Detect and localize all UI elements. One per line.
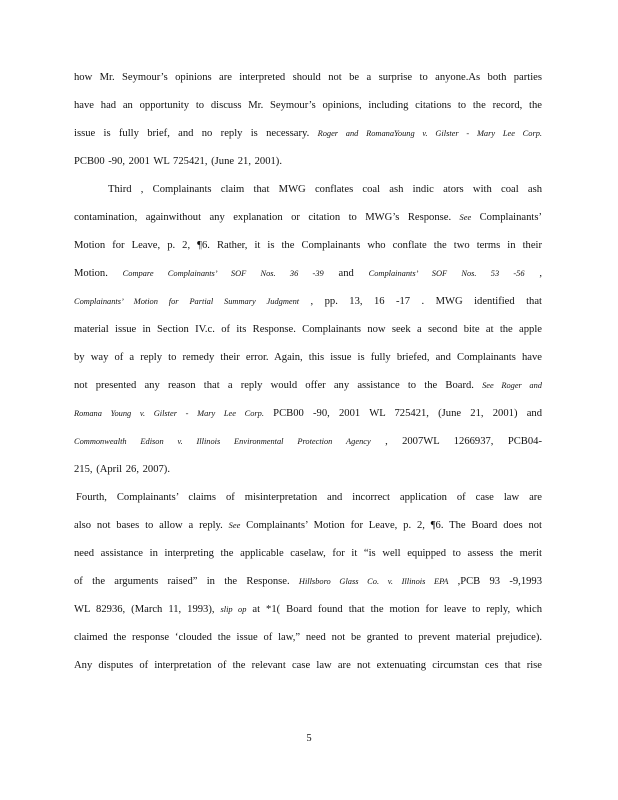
text-line (74, 324, 542, 336)
body-text-segment: at *1( Board found that the motion for leave to reply, which (246, 604, 542, 615)
citation-text: See (459, 213, 472, 222)
text-line (74, 408, 542, 420)
body-text-segment: Any disputes of interpretation of the relevant case law are not extenuating circumstan ces that rise (74, 660, 542, 671)
text-line (74, 548, 542, 560)
body-text-segment: Third , Complainants claim that MWG conflates coal ash indic ators with coal ash (108, 184, 542, 195)
body-text-segment: contamination, againwithout any explanation or citation to MWG’s Response. (74, 212, 460, 223)
body-text-segment: WL 82936, (March 11, 1993), (74, 604, 221, 615)
body-text-segment: not presented any reason that a reply would offer any assistance to the Board. (74, 380, 483, 391)
text-line (74, 72, 542, 84)
body-text-segment: by way of a reply to remedy their error. Again, this issue is fully briefed, and Complainants have (74, 352, 542, 363)
body-text-segment: Complainants’ Motion for Leave, p. 2, ¶6. The Board does not (240, 520, 543, 531)
body-text-segment: and (323, 268, 369, 279)
text-line (74, 128, 542, 140)
body-text-segment: of the arguments raised” in the Response. (74, 576, 299, 587)
text-line (74, 100, 542, 112)
text-line (76, 492, 542, 504)
body-text-segment: how Mr. Seymour’s opinions are interpreted should not be a surprise to anyone.As both parties (74, 72, 542, 83)
page-number: 5 (306, 733, 312, 744)
body-text-segment: also not bases to allow a reply. (74, 520, 229, 531)
citation-text: Compare Complainants’ SOF Nos. 36 -39 (122, 269, 324, 278)
text-line (74, 352, 542, 364)
body-text-segment: PCB00 -90, 2001 WL 725421, (June 21, 2001) and (263, 408, 542, 419)
body-text-segment: Motion. (74, 268, 123, 279)
text-line (74, 296, 542, 308)
citation-text: See Roger and (482, 381, 542, 390)
body-text-segment: claimed the response ‘clouded the issue of law,” need not be granted to prevent material prejudice). (74, 632, 542, 643)
citation-text: slip op (220, 605, 247, 614)
citation-text: Commonwealth Edison v. Illinois Environmental Protection Agency (74, 437, 371, 446)
body-text-segment: Complainants’ (471, 212, 542, 223)
text-line (74, 268, 542, 280)
text-line (74, 436, 542, 448)
body-text-segment: 215, (April 26, 2007). (74, 464, 170, 475)
body-text-segment: , pp. 13, 16 -17 . MWG identified that (299, 296, 542, 307)
body-text-segment: need assistance in interpreting the applicable caselaw, for it “is well equipped to assess the merit (74, 548, 542, 559)
body-text-segment: ,PCB 93 -9,1993 (448, 576, 543, 587)
citation-text: Romana Young v. Gilster - Mary Lee Corp. (74, 409, 264, 418)
citation-text: Complainants’ SOF Nos. 53 -56 (368, 269, 525, 278)
citation-text: See (228, 521, 241, 530)
text-line (74, 576, 542, 588)
text-line (108, 184, 542, 196)
text-line (74, 212, 542, 224)
text-line (74, 604, 542, 616)
citation-text: Complainants’ Motion for Partial Summary Judgment (74, 297, 300, 306)
citation-text: Hillsboro Glass Co. v. Illinois EPA (298, 577, 449, 586)
body-text-segment: , 2007WL 1266937, PCB04- (370, 436, 542, 447)
body-text-segment: Fourth, Complainants’ claims of misinterpretation and incorrect application of case law are (76, 492, 542, 503)
text-line (74, 380, 542, 392)
body-text-segment: have had an opportunity to discuss Mr. Seymour’s opinions, including citations to the record, the (74, 100, 542, 111)
body-text-segment: , (524, 268, 543, 279)
body-text-segment: PCB00 -90, 2001 WL 725421, (June 21, 2001). (74, 156, 282, 167)
body-text-segment: issue is fully brief, and no reply is necessary. (74, 128, 318, 139)
text-line (74, 520, 542, 532)
body-text-segment: material issue in Section IV.c. of its Response. Complainants now seek a second bite at the apple (74, 324, 542, 335)
text-line (74, 156, 542, 168)
text-line (74, 660, 542, 672)
citation-text: Roger and RomanaYoung v. Gilster - Mary Lee Corp. (317, 129, 542, 138)
text-line (74, 464, 542, 476)
text-line (74, 240, 542, 252)
text-line (74, 632, 542, 644)
body-text-segment: Motion for Leave, p. 2, ¶6. Rather, it is the Complainants who conflate the two terms in their (74, 240, 542, 251)
